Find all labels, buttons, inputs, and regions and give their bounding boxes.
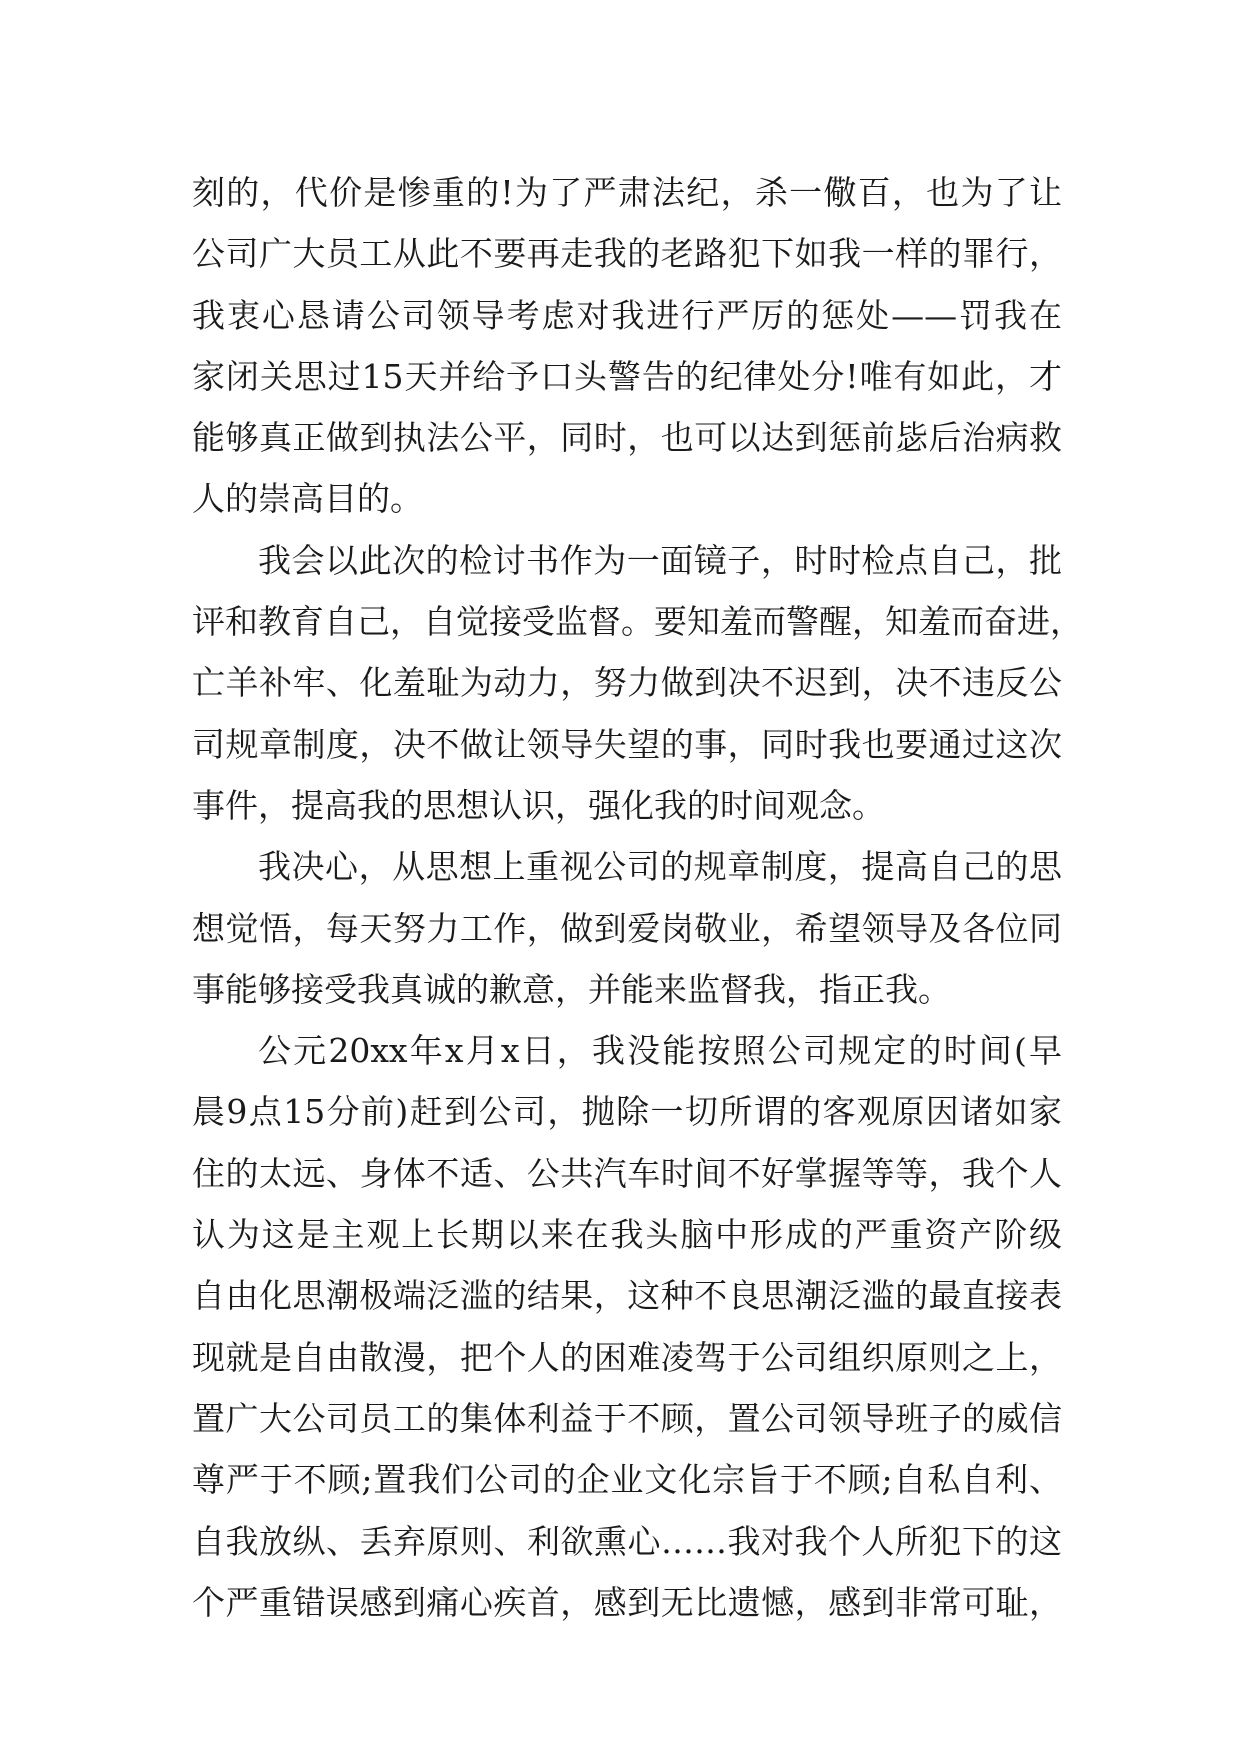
paragraph-first-line: 我会以此次的检讨书作为一面镜子，时时检点自己，批: [258, 540, 1062, 580]
text-line: 想觉悟，每天努力工作，做到爱岗敬业，希望领导及各位同: [192, 908, 1062, 948]
text-line: 能够真正做到执法公平，同时，也可以达到惩前毖后治病救: [192, 418, 1062, 458]
text-line: 住的太远、身体不适、公共汽车时间不好掌握等等，我个人: [192, 1153, 1062, 1193]
text-line: 事能够接受我真诚的歉意，并能来监督我，指正我。: [192, 969, 951, 1009]
text-line: 评和教育自己，自觉接受监督。要知羞而警醒，知羞而奋进，: [192, 602, 1083, 642]
text-line: 认为这是主观上长期以来在我头脑中形成的严重资产阶级: [192, 1215, 1062, 1255]
paragraph-first-line: 我决心，从思想上重视公司的规章制度，提高自己的思: [258, 847, 1062, 887]
text-line: 公司广大员工从此不要再走我的老路犯下如我一样的罪行，: [192, 234, 1062, 274]
text-line: 现就是自由散漫，把个人的困难凌驾于公司组织原则之上，: [192, 1337, 1062, 1377]
document-body: [192, 162, 1083, 1633]
text-line: 自我放纵、丢弃原则、利欲熏心……我对我个人所犯下的这: [192, 1521, 1062, 1561]
text-line: 晨9点15分前)赶到公司，抛除一切所谓的客观原因诸如家: [192, 1092, 1062, 1132]
text-line: 家闭关思过15天并给予口头警告的纪律处分!唯有如此，才: [192, 356, 1062, 396]
text-line: 事件，提高我的思想认识，强化我的时间观念。: [192, 785, 885, 825]
text-line: 置广大公司员工的集体利益于不顾，置公司领导班子的威信: [192, 1398, 1062, 1438]
text-line: 个严重错误感到痛心疾首，感到无比遗憾，感到非常可耻，: [192, 1582, 1062, 1622]
text-line: 司规章制度，决不做让领导失望的事，同时我也要通过这次: [192, 724, 1062, 764]
paragraph-first-line: 公元20xx年x月x日，我没能按照公司规定的时间(早: [258, 1031, 1062, 1071]
text-line: 刻的，代价是惨重的!为了严肃法纪，杀一儆百，也为了让: [192, 173, 1062, 212]
text-line: 人的崇高目的。: [192, 479, 423, 519]
text-line: 我衷心恳请公司领导考虑对我进行严厉的惩处——罚我在: [192, 295, 1062, 335]
text-line: 自由化思潮极端泛滥的结果，这种不良思潮泛滥的最直接表: [192, 1276, 1062, 1316]
text-line: 亡羊补牢、化羞耻为动力，努力做到决不迟到，决不违反公: [192, 663, 1062, 703]
text-line: 尊严于不顾;置我们公司的企业文化宗旨于不顾;自私自利、: [192, 1460, 1062, 1500]
